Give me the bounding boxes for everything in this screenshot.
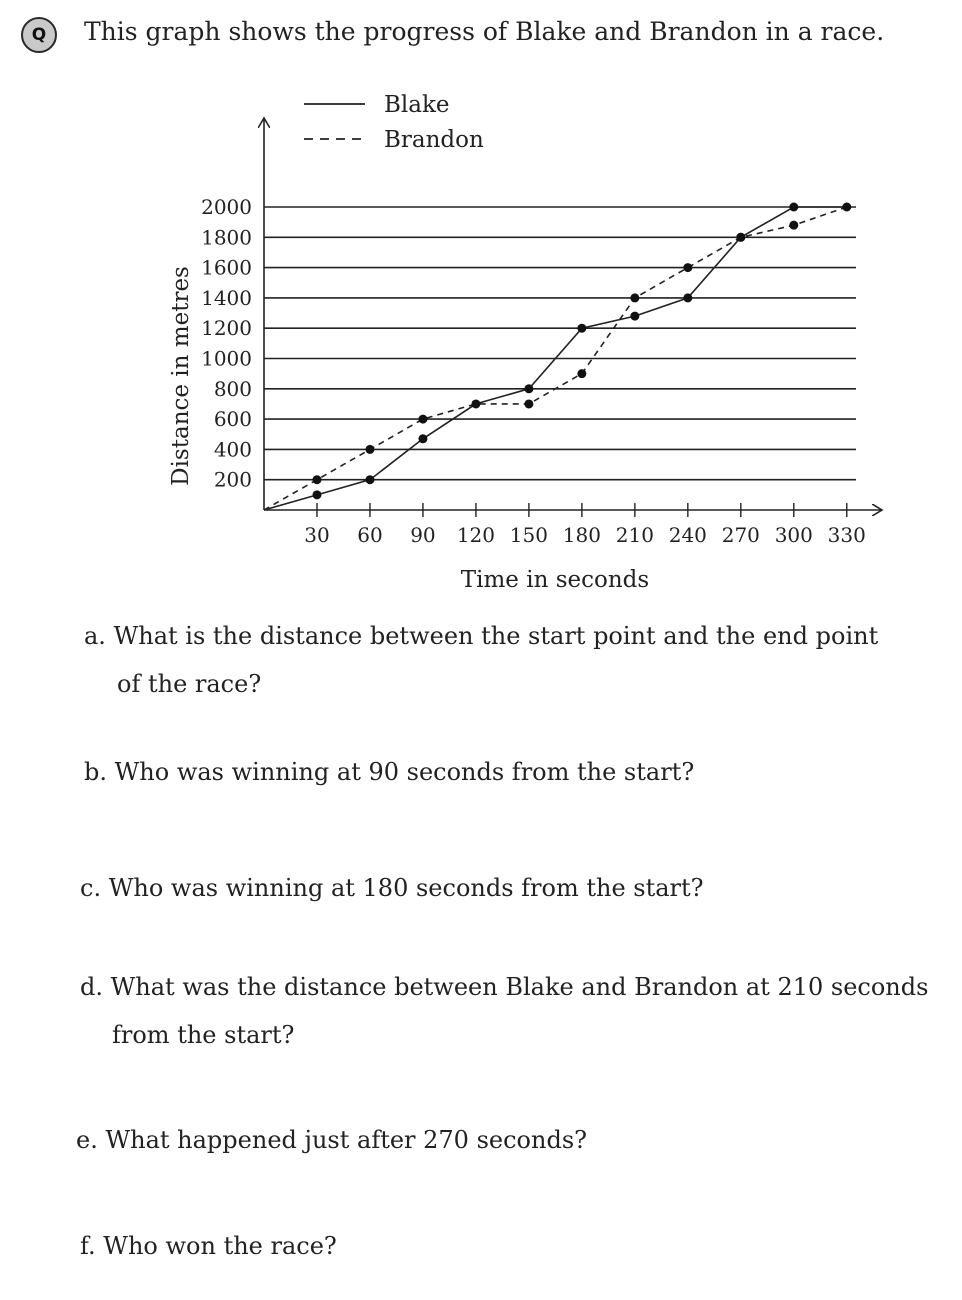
x-tick-label-180: 180 <box>562 523 601 547</box>
race-progress-chart <box>0 80 900 600</box>
question-d-line2: from the start? <box>112 1021 295 1049</box>
y-tick-label-1800: 1800 <box>201 225 252 250</box>
y-tick-label-800: 800 <box>213 376 252 401</box>
data-point-blake-120 <box>471 399 480 408</box>
y-tick-label-1000: 1000 <box>201 346 252 371</box>
data-point-blake-300 <box>789 203 798 212</box>
question-a <box>84 612 878 708</box>
question-f <box>80 1222 337 1270</box>
data-point-blake-30 <box>312 490 321 499</box>
y-tick-label-1400: 1400 <box>201 285 252 310</box>
data-point-blake-150 <box>524 384 533 393</box>
question-d-line1: d. What was the distance between Blake and Brandon at 210 seconds <box>80 973 929 1001</box>
x-tick-label-90: 90 <box>410 523 436 547</box>
y-tick-label-400: 400 <box>213 437 252 462</box>
question-a-line1: a. What is the distance between the start point and the end point <box>84 622 879 650</box>
data-point-blake-180 <box>577 324 586 333</box>
x-tick-label-60: 60 <box>357 523 383 547</box>
y-tick-label-2000: 2000 <box>201 195 252 219</box>
x-tick-label-270: 270 <box>721 523 760 547</box>
y-tick-label-600: 600 <box>213 407 252 432</box>
data-point-blake-210 <box>630 312 639 321</box>
data-point-brandon-270 <box>736 233 745 242</box>
data-point-brandon-30 <box>312 475 321 484</box>
data-point-brandon-150 <box>524 399 533 408</box>
data-point-blake-60 <box>365 475 374 484</box>
x-tick-label-210: 210 <box>615 523 654 547</box>
data-point-brandon-300 <box>789 221 798 230</box>
legend-label-brandon: Brandon <box>384 127 484 153</box>
question-b <box>84 748 694 796</box>
y-axis-title: Distance in metres <box>168 266 194 486</box>
data-point-blake-240 <box>683 293 692 302</box>
question-a-line2: of the race? <box>117 670 262 698</box>
question-c-line1: c. Who was winning at 180 seconds from the start? <box>80 874 704 902</box>
question-f-line1: f. Who won the race? <box>80 1232 337 1260</box>
question-e <box>76 1116 587 1164</box>
x-tick-label-150: 150 <box>509 523 548 547</box>
data-point-brandon-60 <box>365 445 374 454</box>
data-point-brandon-180 <box>577 369 586 378</box>
x-tick-label-120: 120 <box>456 523 496 547</box>
question-d <box>80 963 928 1059</box>
question-b-line1: b. Who was winning at 90 seconds from the start? <box>84 758 695 786</box>
x-tick-label-30: 30 <box>304 523 330 547</box>
question-c <box>80 864 704 912</box>
x-tick-label-330: 330 <box>827 523 866 547</box>
question-title: This graph shows the progress of Blake and Brandon in a race. <box>84 17 885 46</box>
data-point-brandon-210 <box>630 293 639 302</box>
y-tick-label-1600: 1600 <box>201 255 252 280</box>
data-point-brandon-330 <box>842 203 851 212</box>
question-badge: Q <box>21 17 57 53</box>
question-e-line1: e. What happened just after 270 seconds? <box>76 1126 587 1154</box>
data-point-brandon-90 <box>418 415 427 424</box>
y-tick-label-200: 200 <box>213 467 252 492</box>
y-tick-label-1200: 1200 <box>201 316 252 341</box>
legend-label-blake: Blake <box>384 92 450 118</box>
x-tick-label-240: 240 <box>668 523 707 547</box>
data-point-brandon-240 <box>683 263 692 272</box>
x-tick-label-300: 300 <box>774 523 813 547</box>
data-point-blake-90 <box>418 434 427 443</box>
x-axis-title: Time in seconds <box>460 567 650 593</box>
